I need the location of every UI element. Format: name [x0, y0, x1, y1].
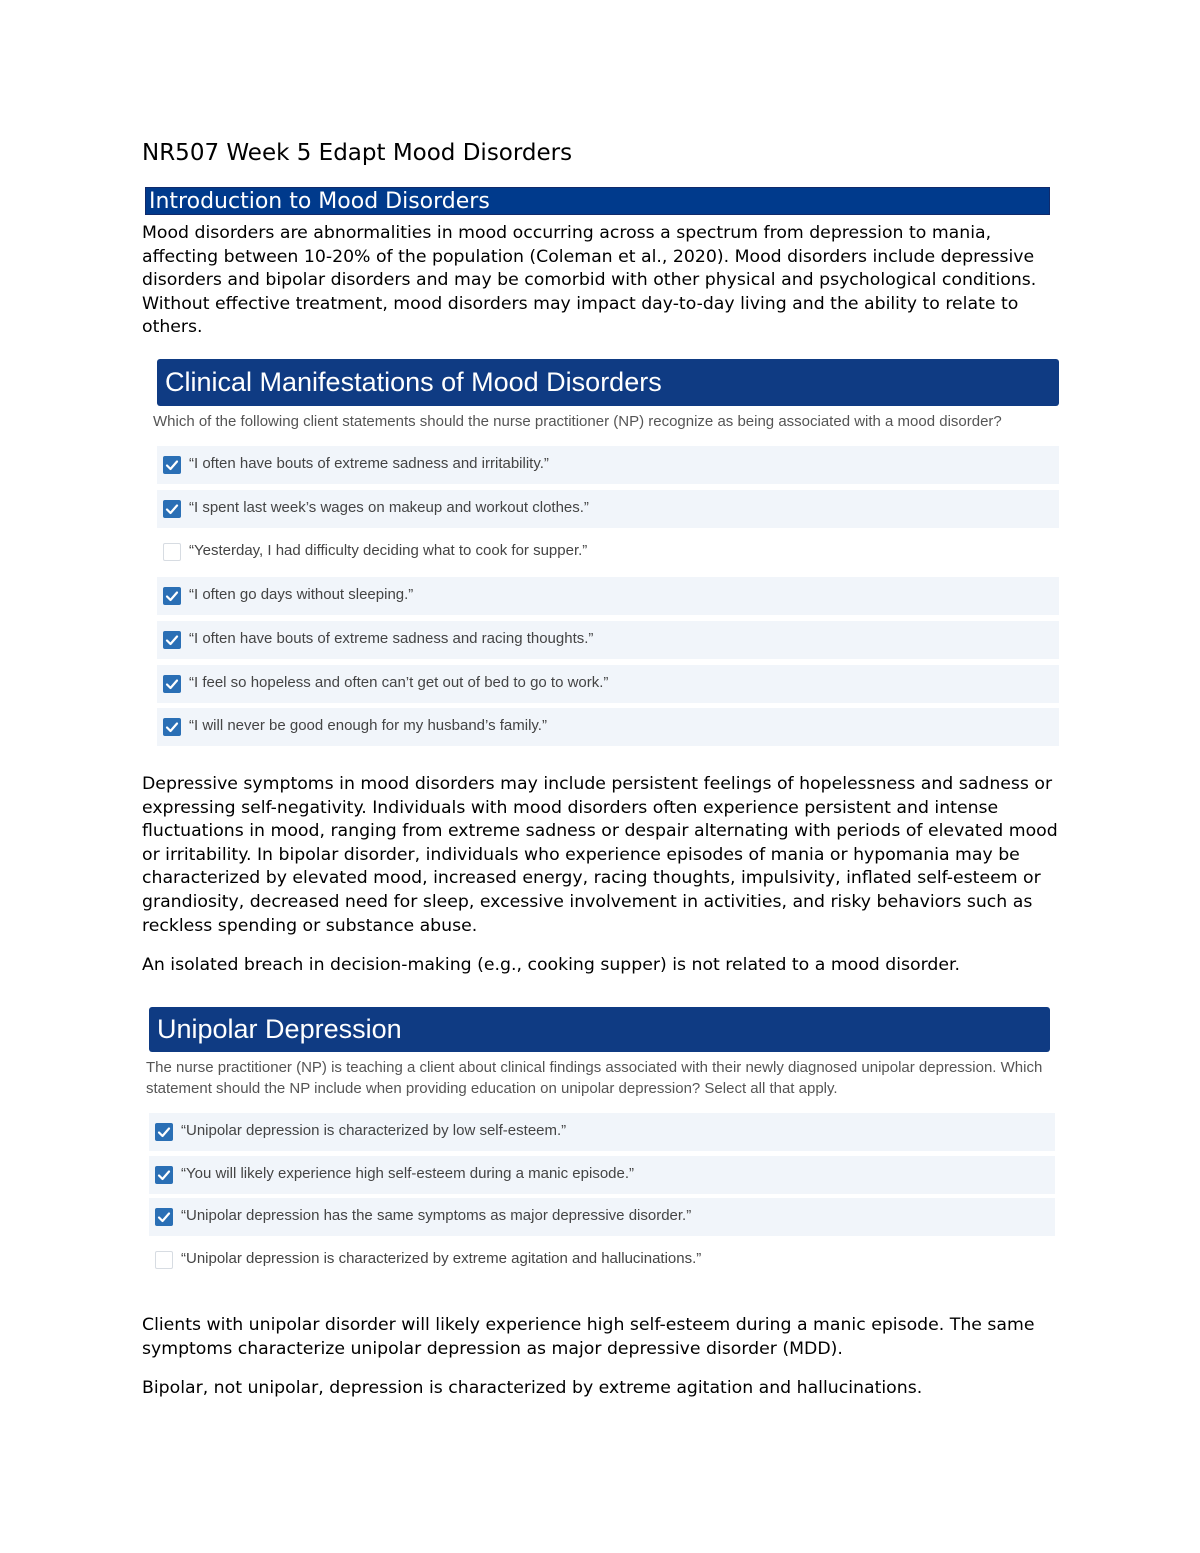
clinical-question: Which of the following client statements should the nurse practitioner (NP) recognize as being associated with a mood disorder?: [153, 413, 1002, 430]
checked-checkbox-icon[interactable]: [155, 1166, 173, 1184]
clinical-option-label: “I often have bouts of extreme sadness and racing thoughts.”: [189, 629, 594, 647]
checked-checkbox-icon[interactable]: [163, 718, 181, 736]
clinical-explanation-2: An isolated breach in decision-making (e.g., cooking supper) is not related to a mood disorder.: [142, 955, 961, 975]
checked-checkbox-icon[interactable]: [163, 631, 181, 649]
unipolar-explanation-2: Bipolar, not unipolar, depression is characterized by extreme agitation and hallucinations.: [142, 1378, 923, 1398]
clinical-option-5[interactable]: [157, 621, 1059, 659]
unipolar-option-label: “Unipolar depression has the same symptoms as major depressive disorder.”: [181, 1207, 692, 1224]
unipolar-option-2[interactable]: [149, 1156, 1055, 1194]
unchecked-checkbox-icon[interactable]: [163, 543, 181, 561]
clinical-option-label: “I will never be good enough for my husband’s family.”: [189, 717, 547, 735]
clinical-option-3[interactable]: [157, 533, 1059, 571]
unipolar-option-label: “Unipolar depression is characterized by extreme agitation and hallucinations.”: [181, 1249, 702, 1267]
checked-checkbox-icon[interactable]: [163, 675, 181, 693]
unipolar-option-label: “Unipolar depression is characterized by low self-esteem.”: [181, 1122, 567, 1139]
clinical-option-2[interactable]: [157, 490, 1059, 528]
unipolar-option-1[interactable]: [149, 1113, 1055, 1151]
checked-checkbox-icon[interactable]: [163, 587, 181, 605]
clinical-option-6[interactable]: [157, 665, 1059, 703]
clinical-explanation-1: Depressive symptoms in mood disorders may include persistent feelings of hopelessness and sadness or expressing self-negativity. Individuals with mood disorders often experience persistent and intense fluctuations in mood, ranging from extreme sadness or despair alternating with periods of elevated mood or irritability. In bipolar disorder, individuals who experience episodes of mania or hypomania may be characterized by elevated mood, increased energy, racing thoughts, impulsivity, inflated self-esteem or grandiosity, decreased need for sleep, excessive involvement in activities, and risky behaviors such as reckless spending or substance abuse.: [142, 774, 1058, 936]
clinical-option-label: “Yesterday, I had difficulty deciding what to cook for supper.”: [189, 542, 588, 560]
clinical-option-1[interactable]: [157, 446, 1059, 484]
clinical-option-label: “I spent last week’s wages on makeup and workout clothes.”: [189, 498, 589, 516]
unipolar-explanation-1: Clients with unipolar disorder will likely experience high self-esteem during a manic episode. The same symptoms characterize unipolar depression as major depressive disorder (MDD).: [142, 1315, 1035, 1359]
checked-checkbox-icon[interactable]: [155, 1123, 173, 1141]
clinical-option-label: “I often have bouts of extreme sadness and irritability.”: [189, 455, 549, 472]
intro-section-heading: Introduction to Mood Disorders: [145, 187, 1050, 215]
unipolar-panel-heading: Unipolar Depression: [149, 1007, 1050, 1052]
clinical-option-4[interactable]: [157, 577, 1059, 615]
clinical-panel-heading: Clinical Manifestations of Mood Disorders: [157, 359, 1059, 406]
clinical-option-label: “I feel so hopeless and often can’t get out of bed to go to work.”: [189, 673, 609, 691]
unchecked-checkbox-icon[interactable]: [155, 1251, 173, 1269]
unipolar-option-3[interactable]: [149, 1198, 1055, 1236]
unipolar-option-label: “You will likely experience high self-esteem during a manic episode.”: [181, 1164, 635, 1182]
unipolar-option-4[interactable]: [149, 1241, 1055, 1279]
unipolar-question: The nurse practitioner (NP) is teaching a client about clinical findings associated with their newly diagnosed unipolar depression. Which statement should the NP include when providing education on unipolar depression? Select all that apply.: [146, 1059, 1043, 1097]
checked-checkbox-icon[interactable]: [155, 1208, 173, 1226]
clinical-option-label: “I often go days without sleeping.”: [189, 586, 414, 604]
document-title: NR507 Week 5 Edapt Mood Disorders: [142, 140, 573, 166]
intro-paragraph: Mood disorders are abnormalities in mood occurring across a spectrum from depression to mania, affecting between 10-20% of the population (Coleman et al., 2020). Mood disorders include depressive disorders and bipolar disorders and may be comorbid with other physical and psychological conditions. Without effective treatment, mood disorders may impact day-to-day living and the ability to relate to others.: [142, 223, 1037, 338]
checked-checkbox-icon[interactable]: [163, 500, 181, 518]
clinical-option-7[interactable]: [157, 708, 1059, 746]
checked-checkbox-icon[interactable]: [163, 456, 181, 474]
